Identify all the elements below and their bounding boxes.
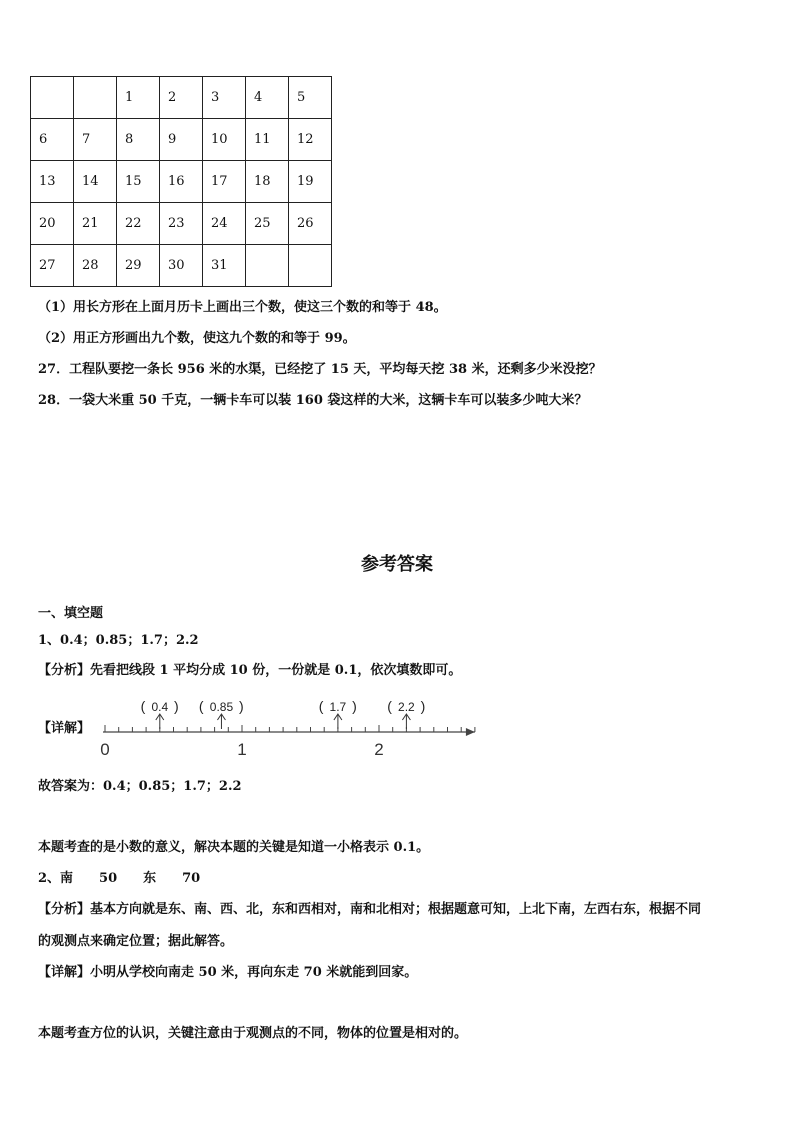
calendar-cell: 22: [117, 203, 160, 245]
calendar-cell: 27: [31, 245, 74, 287]
point-label: 1.7: [329, 700, 347, 714]
point-bracket-left: (: [140, 698, 146, 714]
point-bracket-left: (: [387, 698, 392, 714]
answer-1-detail-label: 【详解】: [38, 721, 91, 736]
calendar-cell: 8: [117, 119, 160, 161]
calendar-row: [31, 77, 332, 119]
question-26-part-2: （2）用正方形画出九个数，使这九个数的和等于 99。: [38, 331, 356, 346]
answers-title: 参考答案: [361, 554, 433, 575]
calendar-cell: 20: [31, 203, 74, 245]
calendar-row: [31, 203, 332, 245]
calendar-row: [31, 245, 332, 287]
calendar-cell: 28: [74, 245, 117, 287]
calendar-cell: 25: [246, 203, 289, 245]
calendar-cell: 10: [203, 119, 246, 161]
calendar-cell: 5: [289, 77, 332, 119]
calendar-row: [31, 161, 332, 203]
question-27: 27．工程队要挖一条长 956 米的水渠，已经挖了 15 天，平均每天挖 38 米，还剩多少米没挖？: [38, 362, 602, 377]
calendar-cell: 21: [74, 203, 117, 245]
calendar-table: [30, 76, 332, 287]
calendar-cell: 6: [31, 119, 74, 161]
calendar-cell: 18: [246, 161, 289, 203]
answer-1-summary: 本题考查的是小数的意义，解决本题的关键是知道一小格表示 0.1。: [38, 840, 430, 855]
tick-label: 1: [237, 740, 247, 759]
calendar-cell: 9: [160, 119, 203, 161]
calendar-row: [31, 119, 332, 161]
point-bracket-left: (: [318, 698, 324, 714]
calendar-cell: 30: [160, 245, 203, 287]
calendar-cell: 1: [117, 77, 160, 119]
calendar-cell: 29: [117, 245, 160, 287]
calendar-cell: 7: [74, 119, 117, 161]
calendar-cell: 15: [117, 161, 160, 203]
calendar-cell: [74, 77, 117, 119]
question-26-part-1: （1）用长方形在上面月历卡上画出三个数，使这三个数的和等于 48。: [38, 300, 447, 315]
answer-2-detail: 【详解】小明从学校向南走 50 米，再向东走 70 米就能到回家。: [38, 965, 418, 980]
tick-label: 0: [100, 740, 110, 759]
answer-1-result: 故答案为：0.4；0.85；1.7；2.2: [38, 779, 242, 794]
answer-2-summary: 本题考查方位的认识，关键注意由于观测点的不同，物体的位置是相对的。: [38, 1026, 468, 1041]
section-heading: 一、填空题: [38, 606, 104, 621]
tick-label: 2: [374, 740, 384, 759]
calendar-cell: [289, 245, 332, 287]
number-line-arrowhead: [466, 728, 475, 736]
question-28: 28．一袋大米重 50 千克，一辆卡车可以装 160 袋这样的大米，这辆卡车可以装多少吨大米？: [38, 393, 588, 408]
calendar-cell: 14: [74, 161, 117, 203]
calendar-cell: 24: [203, 203, 246, 245]
point-label: 0.85: [209, 700, 234, 714]
calendar-cell: 4: [246, 77, 289, 119]
calendar-cell: 31: [203, 245, 246, 287]
calendar-cell: [246, 245, 289, 287]
point-bracket-right: ): [239, 698, 244, 714]
point-bracket-left: (: [198, 698, 204, 714]
calendar-cell: 12: [289, 119, 332, 161]
calendar-cell: [31, 77, 74, 119]
calendar-cell: 3: [203, 77, 246, 119]
calendar-cell: 26: [289, 203, 332, 245]
answer-2: 2、南 50 东 70: [38, 871, 201, 886]
calendar-cell: 23: [160, 203, 203, 245]
calendar-cell: 19: [289, 161, 332, 203]
calendar-cell: 11: [246, 119, 289, 161]
answer-1-analysis: 【分析】先看把线段 1 平均分成 10 份，一份就是 0.1，依次填数即可。: [38, 663, 462, 678]
number-line-figure: [100, 692, 490, 762]
point-bracket-right: ): [352, 698, 357, 714]
calendar-cell: 16: [160, 161, 203, 203]
calendar-cell: 2: [160, 77, 203, 119]
point-label: 0.4: [151, 700, 169, 714]
point-bracket-right: ): [174, 698, 179, 714]
answer-1: 1、0.4；0.85；1.7；2.2: [38, 633, 199, 648]
calendar-cell: 17: [203, 161, 246, 203]
answer-2-analysis-line-2: 的观测点来确定位置；据此解答。: [38, 934, 234, 949]
answer-2-analysis-line-1: 【分析】基本方向就是东、南、西、北，东和西相对，南和北相对；根据题意可知，上北下南，左西右东，根据不同: [38, 902, 702, 917]
point-bracket-right: ): [420, 698, 426, 714]
point-label: 2.2: [398, 700, 415, 714]
calendar-cell: 13: [31, 161, 74, 203]
